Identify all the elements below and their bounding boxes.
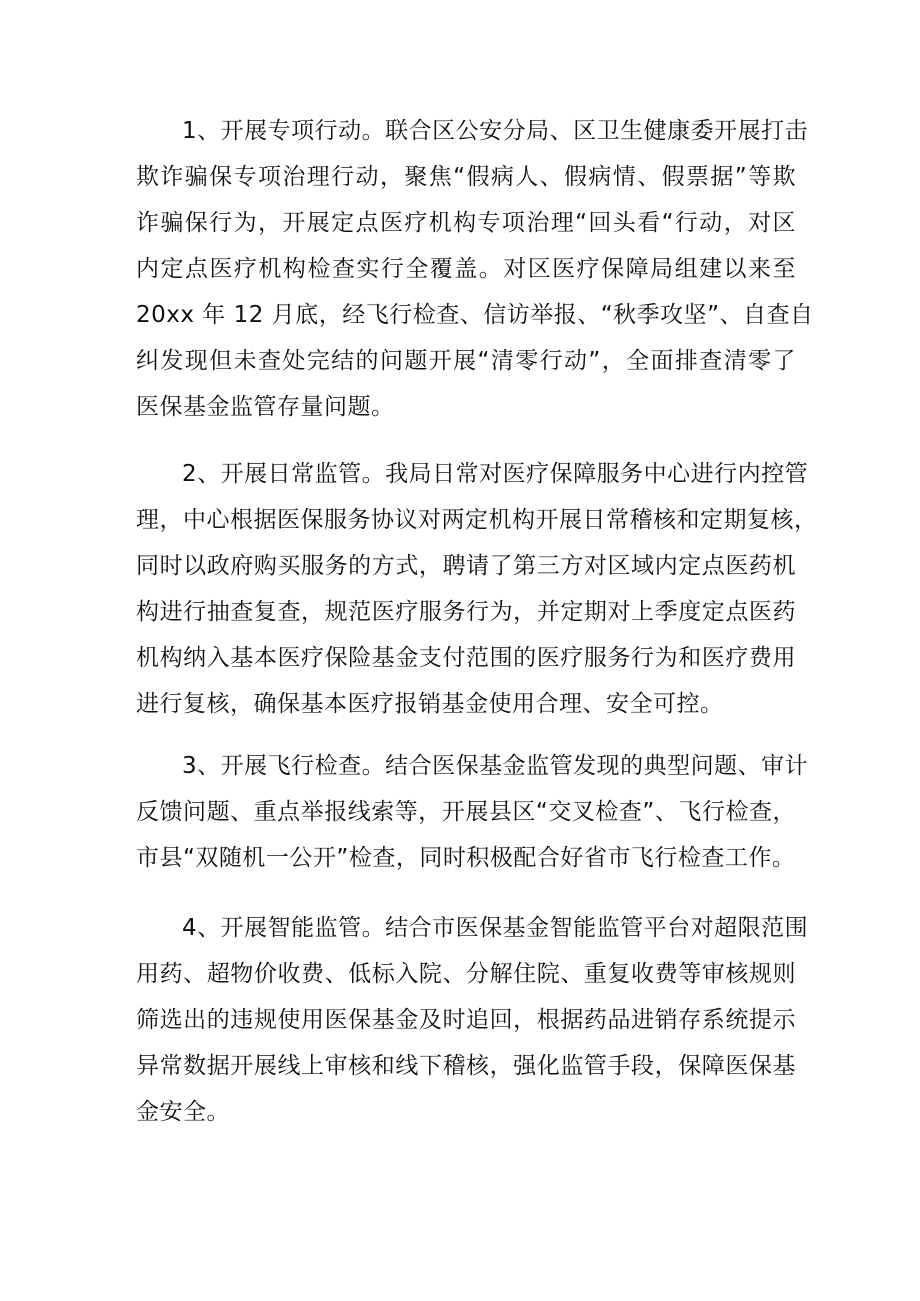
paragraph-line: 内定点医疗机构检查实行全覆盖。对区医疗保障局组建以来至 [136,256,796,282]
paragraph-line: 理，中心根据医保服务协议对两定机构开展日常稽核和定期复核， [136,507,818,533]
paragraph-4 [136,905,809,1135]
paragraph-line: 纠发现但未查处完结的问题开展“清零行动”，全面排查清零了 [136,348,796,374]
paragraph-line: 进行复核，确保基本医疗报销基金使用合理、安全可控。 [136,691,724,717]
paragraph-2 [136,451,818,727]
paragraph-line: 反馈问题、重点举报线索等，开展县区“交叉检查”、飞行检查， [136,799,796,825]
paragraph-line: 1、开展专项行动。联合区公安分局、区卫生健康委开展打击 [182,118,809,144]
paragraph-line: 异常数据开展线上审核和线下稽核，强化监管手段，保障医保基 [136,1053,796,1079]
paragraph-line: 诈骗保行为，开展定点医疗机构专项治理“回头看“行动，对区 [136,210,796,236]
paragraph-line: 市县“双随机一公开”检查，同时积极配合好省市飞行检查工作。 [136,845,796,871]
paragraph-line: 3、开展飞行检查。结合医保基金监管发现的典型问题、审计 [182,753,809,779]
paragraph-line: 同时以政府购买服务的方式，聘请了第三方对区域内定点医药机 [136,553,796,579]
paragraph-line: 20xx 年 12 月底，经飞行检查、信访举报、“秋季攻坚”、自查自 [136,302,814,328]
paragraph-line: 构进行抽查复查，规范医疗服务行为，并定期对上季度定点医药 [136,599,796,625]
paragraph-line: 用药、超物价收费、低标入院、分解住院、重复收费等审核规则 [136,961,796,987]
paragraph-line: 欺诈骗保专项治理行动，聚焦“假病人、假病情、假票据”等欺 [136,164,796,190]
paragraph-3 [136,743,809,881]
paragraph-1 [136,108,814,430]
paragraph-line: 医保基金监管存量问题。 [136,394,395,420]
paragraph-line: 金安全。 [136,1099,230,1125]
paragraph-line: 机构纳入基本医疗保险基金支付范围的医疗服务行为和医疗费用 [136,645,796,671]
paragraph-line: 筛选出的违规使用医保基金及时追回，根据药品进销存系统提示 [136,1007,796,1033]
paragraph-line: 2、开展日常监管。我局日常对医疗保障服务中心进行内控管 [182,461,809,487]
paragraph-line: 4、开展智能监管。结合市医保基金智能监管平台对超限范围 [182,915,809,941]
